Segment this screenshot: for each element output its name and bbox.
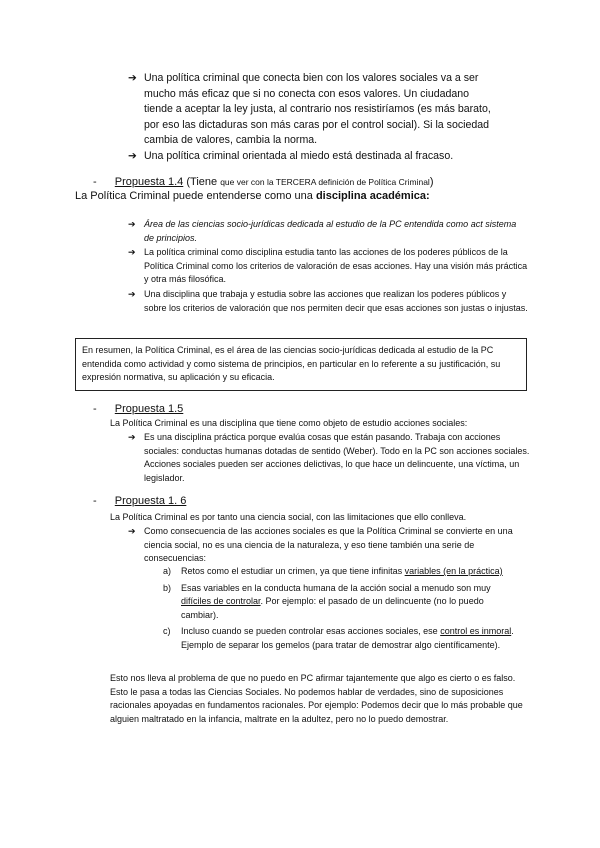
section-intro-1-6: La Política Criminal es por tanto una ciencia social, con las limitaciones que ello conlleva. [110,512,467,522]
section-title: Propuesta 1.4 [114,176,184,188]
section-intro-1-4: La Política Criminal puede entenderse como una disciplina académica: [75,190,430,202]
arrow-icon: ➔ [128,219,136,229]
arrow-icon: ➔ [128,288,136,299]
arrow-icon: ➔ [128,432,136,442]
list-item: ➔ Una disciplina que trabaja y estudia sobre las acciones que realizan los poderes públicos y sobre los criterios de valoración que nos permiten decir que esas acciones son justas o injustas. [128,288,528,313]
dash-marker: - [93,495,97,507]
dash-marker: - [93,176,97,188]
arrow-icon: ➔ [128,72,137,84]
dash-marker: - [93,403,97,415]
arrow-icon: ➔ [128,149,137,162]
bullet-list-1-6 [128,525,530,566]
section-heading-1-6 [93,494,393,509]
list-marker: a) [163,566,172,576]
bullet-list-1-4 [128,218,528,315]
section-title: Propuesta 1. 6 [114,495,187,507]
list-marker: c) [163,626,171,637]
list-item: ➔ La política criminal como disciplina estudia tanto las acciones de los poderes públicos de la Política Criminal como los criterios de valoración de esas acciones. Hay una visión más práctica y otra más filosófica. [128,247,528,285]
arrow-icon: ➔ [128,526,136,536]
list-item: ➔ Una política criminal que conecta bien con los valores sociales va a ser mucho más eficaz que si no conecta con esos valores. Un ciudadano tiende a aceptar la ley justa, al contrario nos resistiríamos (es más barato, por eso las dictaduras son más caras por el control social). Si la sociedad cambia de valores, cambia la norma. [128,72,491,147]
closing-paragraph: Esto nos lleva al problema de que no puedo en PC afirmar tajantemente que algo es cierto o es falso. Esto le pasa a todas las Ciencias Sociales. No podemos hablar de verdades, sino de suposiciones racionales apoyadas en fundamentos racionales. Por ejemplo: Podemos decir que lo más probable que alguien maltratado en la infancia, maltrate en la adultez, pero no lo puedo demostrar. [110,673,523,724]
section-heading-1-5 [93,402,393,417]
section-title: Propuesta 1.5 [114,403,184,415]
bullet-list-1-5 [128,431,530,485]
summary-box: En resumen, la Política Criminal, es el área de las ciencias socio-jurídicas dedicada al estudio de la PC entendida como actividad y como sistema de principios, en particular en lo referente a su justificación, su expresión normativa, su aplicación y su eficacia. [75,338,527,391]
top-bullet-list [128,71,498,165]
arrow-icon: ➔ [128,247,136,258]
list-item: b) Esas variables en la conducta humana de la acción social a menudo son muy difíciles de controlar. Por ejemplo: el pasado de un delincuente (no lo puedo cambiar). [163,582,491,620]
lettered-list [163,565,518,653]
list-item: ➔ Área de las ciencias socio-jurídicas dedicada al estudio de la PC entendida como act sistema de principios. [128,219,517,243]
list-item: ➔ Como consecuencia de las acciones sociales es que la Política Criminal se convierte en una ciencia social, no es una ciencia de la naturaleza, y eso tiene también una serie de consecuencias: [128,526,513,564]
list-marker: b) [163,582,172,593]
list-item: ➔ Es una disciplina práctica porque evalúa cosas que están pasando. Trabaja con acciones sociales: conductas humanas dotadas de sentido (Weber). Todo en la PC son acciones sociales. Acciones sociales pueden ser acciones delictivas, lo que hace un delincuente, una víctima, un legislador. [128,432,530,483]
list-item: a) Retos como el estudiar un crimen, ya que tiene infinitas variables (en la práctica) [163,565,518,579]
section-heading-1-4: - Propuesta 1.4 (Tiene que ver con la TERCERA definición de Política Criminal) [93,176,434,188]
section-intro-1-5: La Política Criminal es una disciplina que tiene como objeto de estudio acciones sociales: [110,418,468,428]
list-item: c) Incluso cuando se pueden controlar esas acciones sociales, ese control es inmoral. Ejemplo de separar los gemelos (para tratar de demostrar algo científicamente). [163,626,514,650]
list-item: ➔ Una política criminal orientada al miedo está destinada al fracaso. [128,149,498,165]
